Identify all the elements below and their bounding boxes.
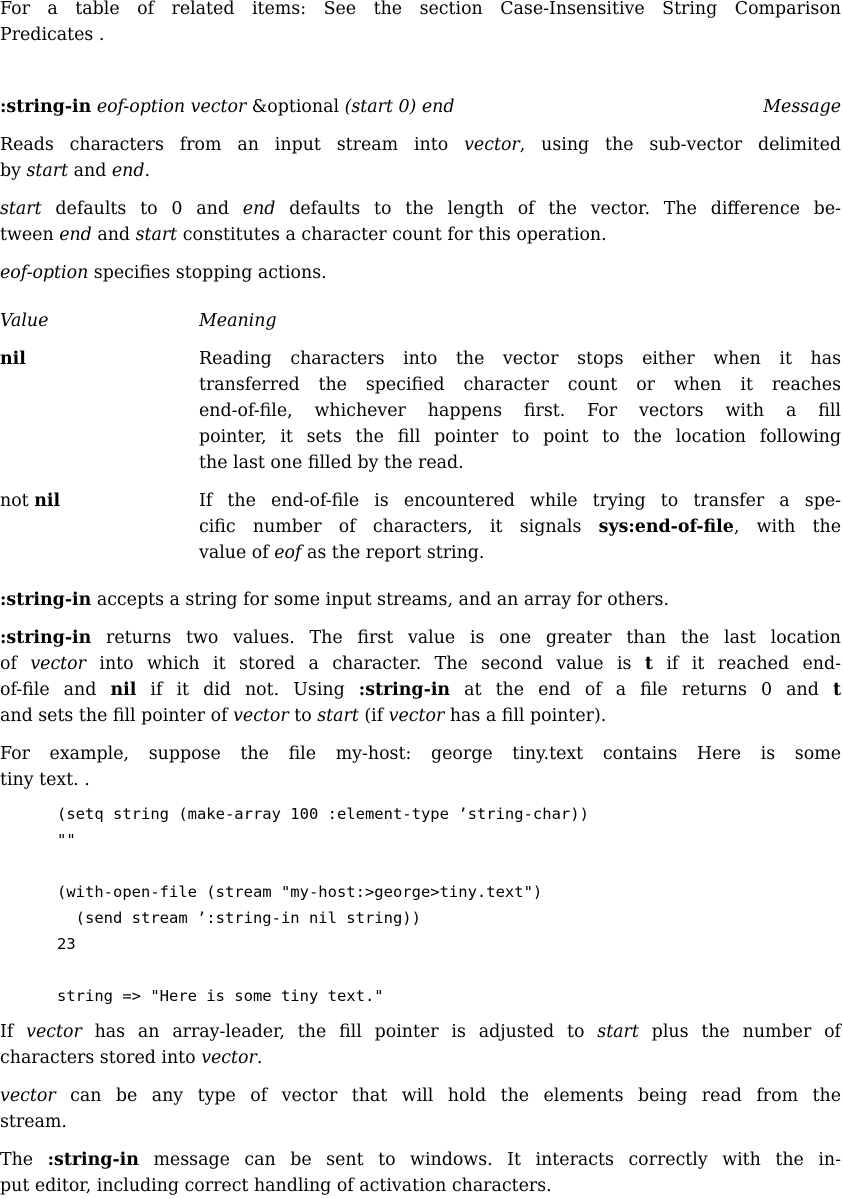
term-vector: vector (30, 654, 86, 674)
text: The (0, 1150, 48, 1170)
text: returns two values. The first value is one greater than the last location (91, 628, 841, 648)
text: of-file and (0, 680, 111, 700)
text: characters stored into (0, 1048, 202, 1068)
code-line-6: string => "Here is some tiny text." (57, 987, 384, 1005)
table-row-nil (0, 346, 841, 473)
term-eof: eof (274, 543, 302, 563)
term-start: start (317, 706, 359, 726)
description-paragraph-2 (0, 196, 841, 248)
description-paragraph-6 (0, 741, 841, 793)
term-vector: vector (233, 706, 289, 726)
term-eof-option: eof-option (0, 263, 89, 283)
description-paragraph-8 (0, 1083, 841, 1135)
term-vector: vector (388, 706, 445, 726)
text: For example, suppose the file my-host: george tiny.text contains Here is some (0, 744, 841, 764)
text: nil (34, 491, 61, 511)
text: tiny text. . (0, 770, 90, 790)
intro-paragraph (0, 0, 841, 48)
entry-kind: Message (763, 97, 841, 117)
text: if it did not. Using (136, 680, 359, 700)
text: Reads characters from an input stream into (0, 135, 465, 155)
text: defaults to the length of the vector. The difference be- (275, 199, 841, 219)
text: (if (358, 706, 389, 726)
intro-line-1: For a table of related items: See the section Case-Insensitive String Comparison (0, 0, 841, 19)
text: if it reached end- (652, 654, 841, 674)
text: message can be sent to windows. It interacts correctly with the in- (138, 1150, 841, 1170)
term-end: end (242, 199, 276, 219)
text: accepts a string for some input streams, and an array for others. (91, 590, 670, 610)
code-line-3: (with-open-file (stream "my-host:>george>tiny.text") (57, 883, 543, 901)
term-start: start (135, 225, 178, 245)
code-line-2: "" (57, 831, 76, 849)
term-sys-end-of-file: sys:end-of-file (598, 517, 734, 537)
term-string-in: :string-in (0, 628, 92, 648)
text: to (288, 706, 318, 726)
text: , using the sub-vector delimited (519, 135, 842, 155)
code-line-5: 23 (57, 935, 76, 953)
table-header (0, 308, 841, 334)
text: the last one filled by the read. (199, 453, 464, 473)
text: by (0, 161, 27, 181)
code-line-4: (send stream ’:string-in nil string)) (57, 909, 421, 927)
term-vector: vector (0, 1086, 56, 1106)
description-paragraph-4 (0, 587, 841, 613)
description-paragraph-1 (0, 132, 841, 184)
text: of (0, 654, 31, 674)
text: end-of-file, whichever happens first. For vectors with a fill (199, 401, 841, 421)
row-value-nil: nil (0, 349, 26, 369)
description-paragraph-3 (0, 260, 841, 286)
row-meaning-nil (199, 346, 841, 476)
text: pointer, it sets the fill pointer to point to the location following (199, 427, 841, 447)
code-line-1: (setq string (make-array 100 :element-type ’string-char)) (57, 805, 589, 823)
entry-args: eof-option vector (96, 97, 247, 117)
term-end: end (111, 161, 145, 181)
description-paragraph-9 (0, 1147, 841, 1199)
term-vector: vector (464, 135, 520, 155)
term-start: start (26, 161, 69, 181)
term-start: start (597, 1022, 639, 1042)
text: stream. (0, 1112, 67, 1132)
text: cific number of characters, it signals (199, 517, 599, 537)
header-meaning: Meaning (199, 311, 277, 331)
term-string-in: :string-in (0, 590, 92, 610)
intro-line-2: Predicates . (0, 25, 105, 45)
text: and (68, 161, 112, 181)
text: constitutes a character count for this operation. (177, 225, 607, 245)
text: If the end-of-file is encountered while trying to transfer a spe- (199, 491, 841, 511)
text: , with the (733, 517, 842, 537)
entry-heading (0, 94, 841, 120)
text: has a fill pointer). (444, 706, 607, 726)
text: and sets the fill pointer of (0, 706, 234, 726)
text: plus the number of (638, 1022, 841, 1042)
text: value of (199, 543, 275, 563)
term-string-in: :string-in (358, 680, 451, 700)
text: If (0, 1022, 27, 1042)
term-t: t (832, 680, 841, 700)
term-start: start (0, 199, 42, 219)
text: . (256, 1048, 263, 1068)
term-vector: vector (201, 1048, 257, 1068)
text: into which it stored a character. The second value is (85, 654, 645, 674)
entry-optional-keyword: &optional (251, 97, 340, 117)
text: and (91, 225, 136, 245)
text: specifies stopping actions. (88, 263, 327, 283)
term-end: end (59, 225, 92, 245)
entry-optional-args: (start 0) end (344, 97, 455, 117)
text: defaults to 0 and (41, 199, 243, 219)
text: put editor, including correct handling of activation characters. (0, 1176, 552, 1196)
table-row-not-nil (0, 488, 842, 563)
description-paragraph-7 (0, 1019, 841, 1071)
text: transferred the specified character count or when it reaches (199, 375, 841, 395)
text: not (0, 491, 35, 511)
term-nil: nil (110, 680, 137, 700)
row-meaning-not-nil (199, 488, 841, 566)
text: has an array-leader, the fill pointer is adjusted to (81, 1022, 598, 1042)
text: as the report string. (301, 543, 485, 563)
header-value: Value (0, 311, 49, 331)
term-t: t (644, 654, 653, 674)
text: tween (0, 225, 60, 245)
term-vector: vector (26, 1022, 82, 1042)
text: can be any type of vector that will hold the elements being read from the (55, 1086, 841, 1106)
text: . (144, 161, 151, 181)
entry-name: :string-in (0, 97, 92, 117)
text: at the end of a file returns 0 and (450, 680, 833, 700)
text: Reading characters into the vector stops either when it has (199, 349, 841, 369)
term-string-in: :string-in (47, 1150, 139, 1170)
description-paragraph-5 (0, 625, 841, 729)
